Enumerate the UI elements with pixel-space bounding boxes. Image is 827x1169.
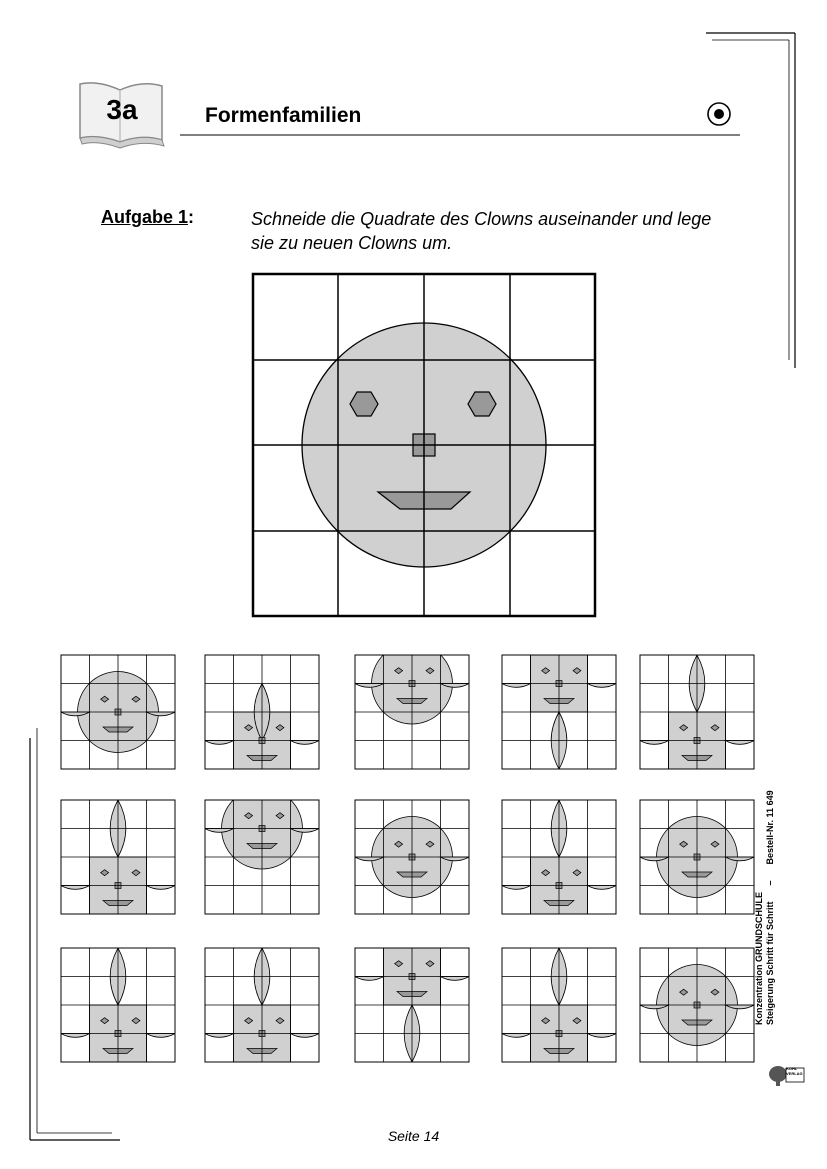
task-instruction: Schneide die Quadrate des Clowns auseinander und lege sie zu neuen Clowns um. (251, 209, 712, 253)
order-number: Bestell-Nr. 11 649 (765, 790, 775, 865)
series-title: Konzentration GRUNDSCHULE (754, 892, 764, 1025)
page-title: Formenfamilien (205, 104, 362, 127)
publisher-name: KOHL VERLAG (786, 1066, 803, 1076)
bullseye-icon (706, 101, 732, 127)
separator: – (765, 880, 775, 886)
series-subtitle: Steigerung Schritt für Schritt (765, 901, 775, 1025)
section-badge: 3a (106, 94, 138, 125)
page-number: Seite 14 (387, 1128, 440, 1144)
clown-face-puzzle (250, 272, 600, 620)
publication-info (754, 705, 794, 1025)
task-label: Aufgabe 1: (101, 207, 195, 227)
